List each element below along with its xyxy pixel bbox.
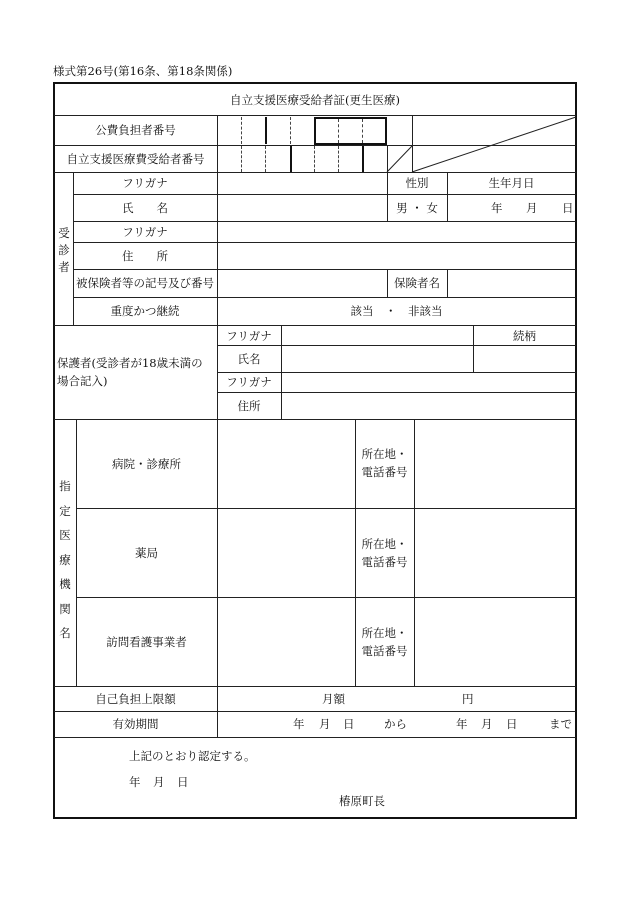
form-number-label: 様式第26号(第16条、第18条関係): [53, 64, 233, 78]
validity-from-day: 日: [343, 717, 355, 731]
insured-symbol-label: 被保険者等の記号及び番号: [76, 276, 214, 290]
recipient-number-label: 自立支援医療費受給者番号: [66, 152, 205, 166]
sex-label: 性別: [405, 176, 429, 190]
guardian-label-line1: 保護者(受診者が18歳未満の: [57, 356, 203, 370]
pharmacy-phone-label: 電話番号: [361, 555, 408, 569]
certify-date-month: 月: [153, 775, 165, 789]
guardian-label-line2: 場合記入): [57, 374, 108, 388]
dob-label: 生年月日: [488, 176, 535, 190]
patient-address-label: 住 所: [122, 249, 168, 263]
hospital-phone-label: 電話番号: [361, 465, 408, 479]
patient-furigana2-label: フリガナ: [122, 225, 168, 239]
hospital-location-label: 所在地・: [361, 447, 408, 461]
validity-from-month: 月: [319, 717, 331, 731]
patient-furigana-label: フリガナ: [122, 176, 168, 190]
patient-name-label: 氏 名: [122, 201, 168, 215]
home-nursing-label: 訪問看護事業者: [106, 635, 187, 649]
dob-year: 年: [491, 201, 503, 215]
yen-label: 円: [462, 692, 474, 706]
pharmacy-label: 薬局: [135, 546, 158, 560]
certify-date-day: 日: [177, 775, 189, 789]
guardian-furigana-label: フリガナ: [226, 329, 272, 343]
certify-date-year: 年: [129, 775, 141, 789]
pharmacy-location-label: 所在地・: [361, 537, 408, 551]
hospital-label: 病院・診療所: [112, 457, 181, 471]
payer-number-label: 公費負担者番号: [95, 123, 176, 137]
institution-group-label: 指 定 医 療 機 関 名: [59, 479, 71, 640]
validity-to-day: 日: [506, 717, 518, 731]
patient-group-label: 受 診 者: [58, 226, 70, 274]
guardian-name-label: 氏名: [237, 352, 261, 366]
guardian-relation-label: 続柄: [513, 329, 536, 343]
validity-label: 有効期間: [112, 717, 159, 731]
home-nursing-location-label: 所在地・: [361, 626, 408, 640]
guardian-address-label: 住所: [237, 399, 261, 413]
guardian-furigana2-label: フリガナ: [226, 375, 272, 389]
validity-until-word: まで: [549, 717, 572, 731]
validity-to-month: 月: [481, 717, 493, 731]
certify-statement: 上記のとおり認定する。: [129, 749, 256, 763]
severe-label: 重度かつ継続: [110, 304, 180, 318]
severe-options[interactable]: 該当 ・ 非該当: [350, 304, 443, 318]
home-nursing-phone-label: 電話番号: [361, 644, 408, 658]
validity-to-year: 年: [456, 717, 468, 731]
copay-limit-label: 自己負担上限額: [95, 692, 176, 706]
validity-from-word: から: [384, 717, 407, 731]
insurer-name-label: 保険者名: [394, 276, 440, 290]
validity-from-year: 年: [293, 717, 305, 731]
dob-month: 月: [526, 201, 538, 215]
document-title: 自立支援医療受給者証(更生医療): [230, 93, 400, 107]
dob-day: 日: [562, 201, 574, 215]
monthly-label: 月額: [322, 692, 345, 706]
issuing-authority: 椿原町長: [339, 794, 385, 808]
sex-options[interactable]: 男 ・ 女: [396, 201, 438, 215]
